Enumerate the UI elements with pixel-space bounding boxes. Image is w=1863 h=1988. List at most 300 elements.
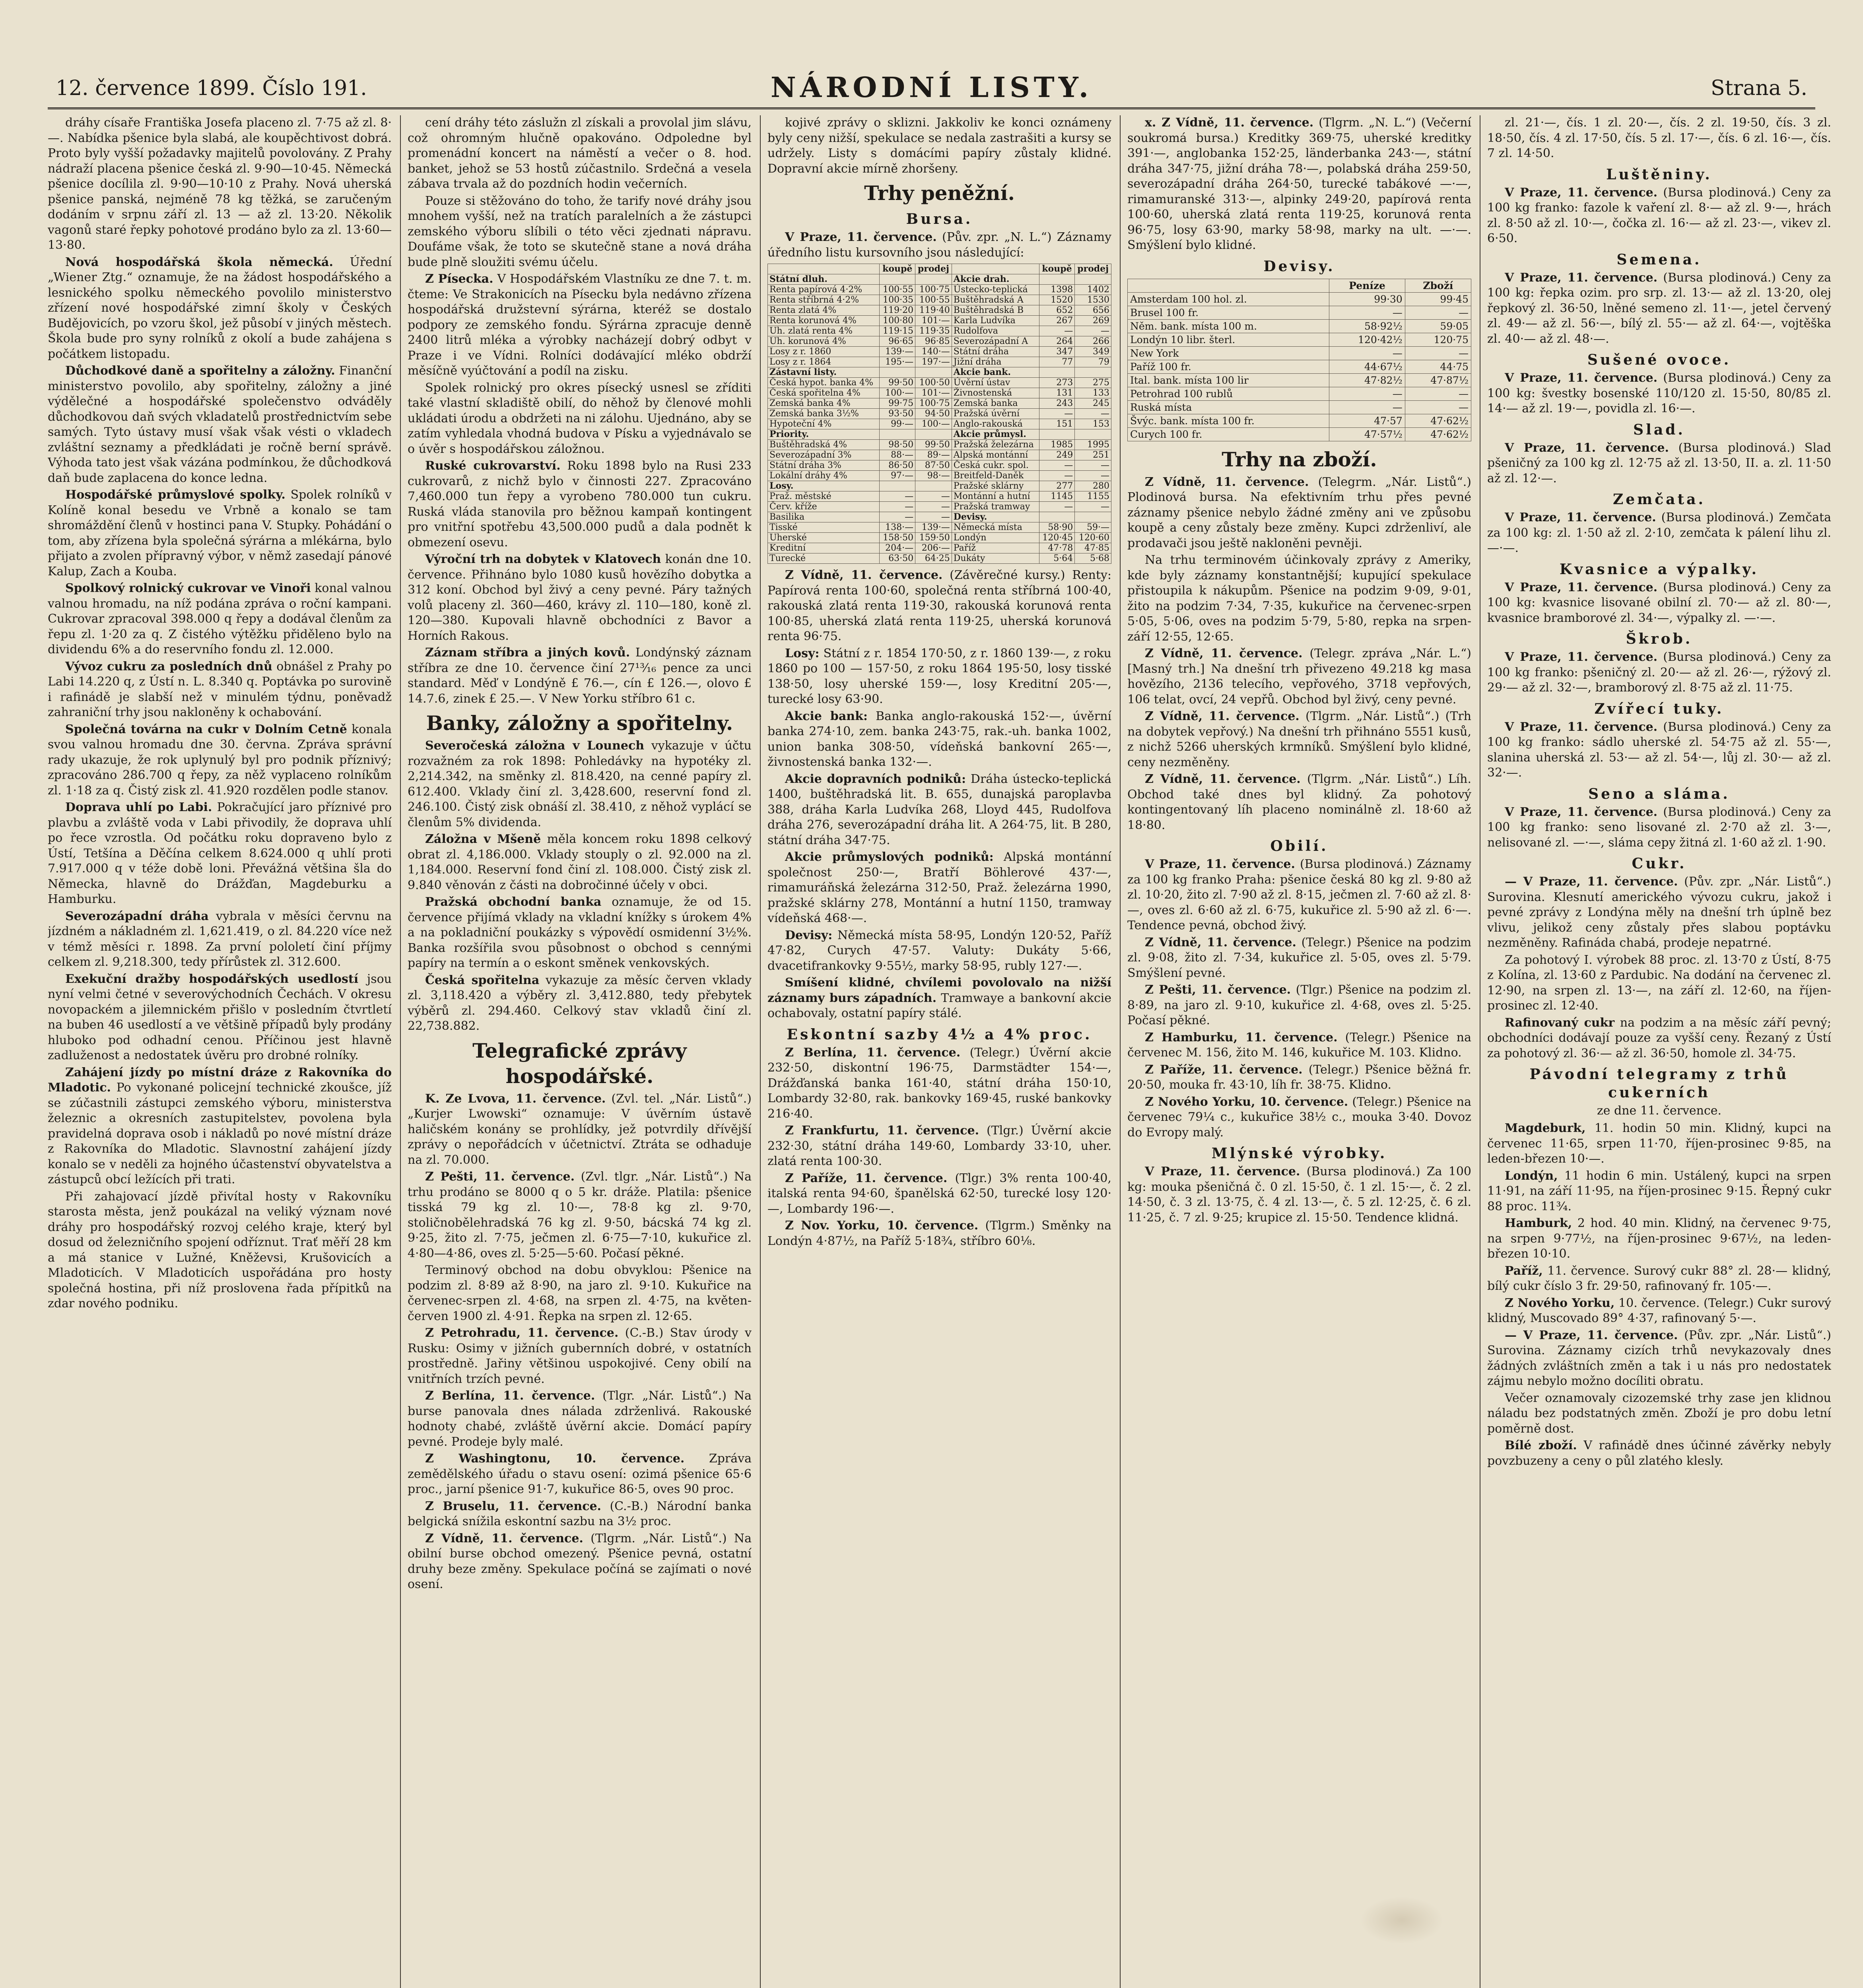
article-paragraph — [1127, 1030, 1471, 1061]
article-lead: Akcie dopravních podniků: — [785, 772, 966, 786]
column-header — [952, 264, 1039, 274]
article-text: (Bursa plodinová.) Ceny za 100 kg: řepka ozim. pro srp. zl. 13·— až zl. 13·20, olej řepkový zl. 36·50, lněné semeno zl. 11·—, jetel červený zl. 49·— až zl. 56·—, bílý zl. 55·— až zl. 64·—, vojtěška zl. 40·— až zl. 48·—. — [1487, 270, 1831, 346]
table-cell: Ústecko-teplická — [952, 285, 1039, 295]
table-cell: — — [1075, 502, 1111, 512]
article-paragraph — [408, 115, 752, 192]
table-cell — [1075, 512, 1111, 522]
table-cell: 88·— — [880, 450, 915, 460]
table-row — [1128, 319, 1471, 333]
article-text: Finanční ministerstvo povolilo, aby spořitelny, záložny a jiné výdělečné a hospodářské společenstvo odváděly důchodkovou daň svých vkladatelů prostřednictvím sebe samých. Tyto ústavy musí však však vésti o vkladech zvláštní seznamy a předkládati je ročně berní správě. Výhoda tato jest však vázána podmínkou, že důchodková daň bude zaplacena do konce ledna. — [48, 364, 392, 485]
article-paragraph — [1487, 650, 1831, 696]
table-cell: Červ. kříže — [768, 502, 880, 512]
article-text: (Tlgr.) Úvěrní akcie 232·30, státní dráha 149·60, Lombardy 33·10, uher. zlatá renta 100·30. — [767, 1124, 1111, 1168]
table-row — [1128, 400, 1471, 414]
subsection-heading: Luštěniny. — [1606, 166, 1712, 183]
column-header: prodej — [915, 264, 952, 274]
table-row — [768, 481, 1111, 491]
article-lead: Z Paříže, 11. července. — [1145, 1062, 1303, 1077]
table-cell: 119·40 — [915, 305, 952, 316]
table-cell: Kreditní — [768, 543, 880, 553]
article-text: Při zahajovací jízdě přivítal hosty v Rakovníku starosta města, jenž poukázal na veliký význam nové dráhy pro hospodářský rozvoj celého kraje, který byl dosud od železničního spojení odříznut. Trať měří 28 km a má stanice v Lužné, Kněževsi, Krušovicích a Mladoticích. V Mladoticích uspořádána pro hosty společná hostina, při níž proslovena řada přípitků na zdar nového podniku. — [48, 1189, 392, 1310]
page-number: Strana 5. — [1710, 76, 1807, 100]
article-text: Pokračující jaro příznivé pro plavbu a zvláště voda v Labi přivodily, že doprava uhlí po řece vzrostla. Od počátku roku dopraveno bylo z Ústí, Tetšína a Děčína celkem 8.624.000 q uhlí proti 7.917.000 q v téže době loni. Převážná většina šla do Německa, hlavně do Drážďan, Magdeburku a Hamburku. — [48, 800, 392, 906]
article-paragraph — [408, 381, 752, 457]
table-cell: 277 — [1039, 481, 1075, 491]
article-paragraph — [408, 645, 752, 707]
article-lead: Důchodkové daně a spořitelny a záložny. — [65, 364, 335, 378]
table-cell: 58·90 — [1039, 522, 1075, 533]
article-paragraph — [1127, 857, 1471, 934]
article-text: dráhy císaře Františka Josefa placeno zl. 7·75 až zl. 8·—. Nabídka pšenice byla slabá, ale koupěchtivost dobrá. Proto byly vyšší požadavky majitelů povolovány. Z Prahy nádraží placena pšenice česká zl. 9·90—10·45. Německá pšenice docílila zl. 9·90—10·10 z Prahy. Nová uherská pšenice panská, nejméně 78 kg těžká, se zaručeným dodáním v srpnu září zl. 13 — až zl. 13·20. Několik vagonů staré řepky pohotové prodáno bylo za zl. 13·60—13·80. — [48, 116, 392, 252]
article-paragraph — [1487, 1328, 1831, 1389]
table-row — [768, 553, 1111, 564]
subsection-heading: Obilí. — [1270, 838, 1329, 854]
article-text: 2 hod. 40 min. Klidný, na červenec 9·75, na srpen 9·77½, na říjen-prosinec 9·67½, na leden-březen 10·10. — [1487, 1216, 1831, 1261]
table-cell: Alpská montánní — [952, 450, 1039, 460]
article-paragraph — [1127, 982, 1471, 1029]
article-lead: Společná továrna na cukr v Dolním Cetně — [65, 722, 347, 736]
article-text: měla koncem roku 1898 celkový obrat zl. 4,186.000. Vklady stouply o zl. 92.000 na zl. 1,184.000. Reservní fond činí zl. 108.000. Čistý zisk zl. 9.840 věnován z části na dobročinné účely v obci. — [408, 832, 752, 892]
article-lead: Z Washingtonu, 10. července. — [425, 1452, 685, 1466]
article-text: (Zvl. tlgr. „Nár. Listů“.) Na trhu prodáno se 8000 q o 5 kr. dráže. Platila: pšenice tisská 79 kg zl. 10·—, 78·8 kg zl. 9·70, stoličnobělehradská 76 kg zl. 9·50, bácská 74 kg zl. 9·25, žito zl. 7·75, ječmen zl. 6·75—7·10, kukuřice zl. 4·80—4·86, oves zl. 5·25—5·60. Počasí pěkné. — [408, 1170, 752, 1260]
article-lead: Zahájení jízdy po místní dráze z Rakovníka do Mladotic. — [48, 1065, 392, 1095]
article-text: Německá místa 58·95, Londýn 120·52, Paříž 47·82, Curych 47·57. Valuty: Dukáty 5·66, dvacetifrankovky 9·55½, marky 58·95, rubly 127·—. — [767, 928, 1111, 973]
table-cell: — — [1075, 326, 1111, 336]
article-text: Za pohotový I. výrobek 88 proc. zl. 13·70 z Ústí, 8·75 z Kolína, zl. 13·60 z Pardubic. Na dodání na červenec zl. 12·90, na srpen zl. 13·—, na září zl. 12·60, na říjen-prosinec zl. 12·40. — [1487, 953, 1831, 1013]
article-paragraph — [408, 832, 752, 893]
table-cell: 100·80 — [880, 316, 915, 326]
article-paragraph — [1487, 510, 1831, 556]
article-lead: Spolkový rolnický cukrovar ve Vinoři — [65, 581, 311, 595]
table-cell: Státní dráha — [952, 347, 1039, 357]
table-cell: 158·50 — [880, 533, 915, 543]
table-cell: 99·45 — [1405, 292, 1471, 306]
article-lead: Akcie průmyslových podniků: — [785, 850, 994, 864]
article-text: (Tlgrm. „Nár. Listů“.) Na obilní burse obchod omezený. Pšenice pevná, ostatní druhy beze změny. Spekulace počíná se zajímati o nové osení. — [408, 1531, 752, 1591]
table-cell: Hypoteční 4% — [768, 419, 880, 429]
article-paragraph — [1487, 1169, 1831, 1215]
article-paragraph — [408, 1091, 752, 1168]
table-cell: Brusel 100 fr. — [1128, 306, 1329, 319]
table-cell: 1155 — [1075, 491, 1111, 502]
article-lead: Z Vídně, 11. července. — [1145, 646, 1303, 660]
article-text: Londýnský záznam stříbra ze dne 10. července činí 27¹³⁄₁₆ pence za unci standard. Měď v Londýně £ 76.—, cín £ 126.—, olovo £ 14.7.6, zinek £ 25.—. V New Yorku stříbro 61 c. — [408, 646, 752, 706]
article-lead: Z Bruselu, 11. července. — [425, 1499, 601, 1513]
table-row — [1128, 387, 1471, 400]
article-text: (Pův. zpr. „N. L.“) Záznamy úředního listu kursovního jsou následující: — [767, 230, 1111, 260]
article-lead: Magdeburk, — [1505, 1121, 1586, 1135]
table-row — [768, 398, 1111, 409]
table-cell: 94·50 — [915, 409, 952, 419]
article-text: konán dne 10. července. Přihnáno bylo 1080 kusů hovězího dobytka a 312 koní. Obchod byl živý a ceny pevné. Páry tažných volů placeny zl. 360—460, krávy zl. 110—180, koně zl. 120—380. Kupovali hlavně obchodníci z Bavor a Horních Rakous. — [408, 552, 752, 643]
article-lead: Z Vídně, 11. července. — [1145, 475, 1309, 489]
article-lead: Z Berlína, 11. července. — [425, 1389, 595, 1403]
table-cell — [1039, 429, 1075, 440]
article-lead: V Praze, 11. července. — [1505, 185, 1658, 200]
article-paragraph — [408, 1169, 752, 1261]
table-cell: Karla Ludvíka — [952, 316, 1039, 326]
table-cell: — — [915, 491, 952, 502]
table-cell: 98·50 — [880, 440, 915, 450]
table-row — [768, 502, 1111, 512]
table-cell: Pražské sklárny — [952, 481, 1039, 491]
table-cell: 1402 — [1075, 285, 1111, 295]
article-lead: Pražská obchodní banka — [425, 895, 602, 909]
table-cell: Zemská banka — [952, 398, 1039, 409]
table-row — [768, 336, 1111, 347]
table-cell — [1075, 367, 1111, 378]
article-paragraph — [767, 1218, 1111, 1249]
section-heading: Banky, záložny a spořitelny. — [426, 711, 733, 735]
article-lead: V Praze, 11. července. — [1505, 580, 1658, 594]
table-cell: 63·50 — [880, 553, 915, 564]
table-cell: Basilika — [768, 512, 880, 522]
table-cell: 1520 — [1039, 295, 1075, 305]
table-cell: 267 — [1039, 316, 1075, 326]
table-row — [768, 326, 1111, 336]
table-row — [768, 295, 1111, 305]
table-cell: 249 — [1039, 450, 1075, 460]
table-cell: Paříž 100 fr. — [1128, 360, 1329, 373]
table-cell: 197·— — [915, 357, 952, 367]
article-paragraph — [1127, 772, 1471, 833]
table-cell: 59·05 — [1405, 319, 1471, 333]
column-rule — [1120, 115, 1121, 1988]
article-lead: V Praze, 11. července. — [785, 230, 937, 244]
table-cell — [915, 481, 952, 491]
table-cell: Renta korunová 4% — [768, 316, 880, 326]
table-cell: 100·55 — [915, 295, 952, 305]
table-header-row — [768, 264, 1111, 274]
table-cell: 652 — [1039, 305, 1075, 316]
article-lead: Vývoz cukru za posledních dnů — [65, 659, 272, 674]
article-text: (Pův. zpr. „Nár. Listů“.) Surovina. Klesnutí amerického vývozu cukru, jakož i pevné zprávy z Londýna měly na dnešní trh úplně bez vlivu, jelikož ceny zůstaly přes slabou poptávku nezměněny. Rafináda chabá, prodeje nepatrné. — [1487, 875, 1831, 950]
table-cell: — — [1329, 346, 1405, 360]
table-cell: Buštěhradská 4% — [768, 440, 880, 450]
table-cell: Losy z r. 1860 — [768, 347, 880, 357]
article-lead: — V Praze, 11. července. — [1505, 875, 1678, 889]
article-text: (C.-B.) Stav úrody v Rusku: Osimy v jižních gubernních dobré, v ostatních prostředně. Jařiny většinou uspokojivé. Ceny obilí na vnitřních trzích pevné. — [408, 1326, 752, 1386]
table-cell: Německá místa — [952, 522, 1039, 533]
article-lead: Smíšení klidné, chvílemi povolovalo na nižší záznamy burs západních. — [767, 976, 1111, 1005]
article-text: (Tlgrm. „N. L.“) (Večerní soukromá bursa.) Kreditky 369·75, uherské kreditky 391·—, anglobanka 152·25, länderbanka 243·—, státní dráha 347·75, jižní dráha 78·—, polabská dráha 259·50, severozápadní dráha 264·50, turecké tabákové —·—, rimamuranské 313·—, alpinky 249·20, papírová renta 100·60, uherská zlatá renta 119·25, korunová renta 96·75, losy 63·90, marky 58·98, marky na ult. —·—. Smýšlení bylo klidné. — [1127, 116, 1471, 252]
article-text: (Bursa plodinová.) Záznamy za 100 kg franko Praha: pšenice česká 80 kg zl. 9·80 až zl. 10·20, žito zl. 7·90 až zl. 8·15, ječmen zl. 7·60 až zl. 8·—, oves zl. 6·60 až zl. 6·75, kukuřice zl. 5·90 až zl. 6·—. Tendence pevná, obchod živý. — [1127, 857, 1471, 932]
section-heading: Trhy na zboží. — [1222, 447, 1377, 471]
article-paragraph — [48, 115, 392, 253]
table-cell: 101·— — [915, 388, 952, 398]
table-cell: 139·— — [880, 347, 915, 357]
table-cell: Lokální dráhy 4% — [768, 471, 880, 481]
table-cell: Dukáty — [952, 553, 1039, 564]
article-lead: Doprava uhlí po Labi. — [65, 800, 212, 814]
article-text: konal valnou valnou hromadu, na níž podána zpráva o roční kampani. Cukrovar zpracoval 398.000 q řepy a dodával členům za řepu zl. 1·20 za q. Z čistého výtěžku přiděleno bylo na dividendu 6% a do reservního fondu zl. 12.000. — [48, 581, 392, 656]
article-paragraph — [767, 1171, 1111, 1217]
article-paragraph — [1487, 1391, 1831, 1437]
article-text: (Bursa plodinová.) Zemčata za 100 kg: zl. 1·50 až zl. 2·10, zemčata k pálení lihu zl. —·—. — [1487, 511, 1831, 555]
subsection-heading: Slad. — [1633, 421, 1685, 438]
subsection-heading: Sušené ovoce. — [1587, 351, 1731, 368]
article-text: (Telegr.) Pšenice na červenec M. 156, žito M. 146, kukuřice M. 103. Klidno. — [1127, 1030, 1471, 1060]
table-cell: 120·75 — [1405, 333, 1471, 346]
table-row — [768, 440, 1111, 450]
article-paragraph — [48, 659, 392, 720]
article-paragraph — [48, 722, 392, 799]
article-lead: Hamburk, — [1505, 1216, 1572, 1230]
article-paragraph — [1487, 1216, 1831, 1262]
table-cell: 349 — [1075, 347, 1111, 357]
table-cell: 119·35 — [915, 326, 952, 336]
table-cell: Uh. zlatá renta 4% — [768, 326, 880, 336]
article-paragraph — [1487, 115, 1831, 161]
article-text: (Tlgr.) Pšenice na podzim zl. 8·89, na jaro zl. 9·10, kukuřice zl. 4·68, oves zl. 5·25. Počasí pěkné. — [1127, 983, 1471, 1027]
subsection-heading: Mlýnské výrobky. — [1211, 1145, 1387, 1162]
table-row — [768, 471, 1111, 481]
column-header: koupě — [880, 264, 915, 274]
subsection-heading: Škrob. — [1626, 631, 1693, 647]
article-lead: Z Vídně, 11. července. — [785, 568, 943, 582]
article-lead: Z Pešti, 11. července. — [1145, 983, 1291, 997]
table-cell: — — [1405, 346, 1471, 360]
article-text: (Bursa plodinová.) Ceny za 100 kg franko: pšeničný zl. 20·— až zl. 26·—, rýžový zl. 29·— až zl. 32·—, bramborový zl. 8·75 až zl. 11·75. — [1487, 650, 1831, 695]
table-cell: 47·57½ — [1329, 427, 1405, 441]
table-cell — [915, 274, 952, 285]
table-cell: 58·92½ — [1329, 319, 1405, 333]
article-paragraph — [1127, 553, 1471, 645]
article-lead: Devisy: — [785, 928, 833, 942]
table-cell: Akcie drah. — [952, 274, 1039, 285]
subsection-heading: Zemčata. — [1612, 491, 1706, 508]
table-cell: 133 — [1075, 388, 1111, 398]
table-row — [768, 274, 1111, 285]
article-lead: Nová hospodářská škola německá. — [65, 255, 333, 269]
article-paragraph — [1487, 580, 1831, 626]
table-cell: Švýc. bank. místa 100 fr. — [1128, 414, 1329, 427]
table-cell: Londýn 10 libr. šterl. — [1128, 333, 1329, 346]
article-paragraph — [48, 1065, 392, 1188]
article-lead: V Praze, 11. července. — [1505, 371, 1658, 385]
table-cell: Ruská místa — [1128, 400, 1329, 414]
table-cell: Severozápadní 3% — [768, 450, 880, 460]
table-cell: Petrohrad 100 rublů — [1128, 387, 1329, 400]
table-row — [768, 378, 1111, 388]
article-paragraph — [408, 552, 752, 644]
article-lead: Londýn, — [1505, 1169, 1558, 1183]
table-cell: 139·— — [915, 522, 952, 533]
article-text: (Bursa plodinová.) Ceny za 100 kg franko: sádlo uherské zl. 54·75 až zl. 55·—, slanina uherská zl. 53·— až zl. 54·—, lůj zl. 30·— až zl. 32·—. — [1487, 720, 1831, 780]
table-cell: 280 — [1075, 481, 1111, 491]
table-cell — [1075, 429, 1111, 440]
article-paragraph — [48, 800, 392, 907]
table-cell: Buštěhradská B — [952, 305, 1039, 316]
article-paragraph — [408, 194, 752, 270]
article-text: kojivé zprávy o sklizni. Jakkoliv ke konci oznámeny byly ceny nižší, spekulace se nedala zastrašiti a kursy se udržely. Listy s domácími papíry zůstaly klidné. Dopravní akcie mírně zhoršeny. — [767, 116, 1111, 176]
article-paragraph — [1487, 371, 1831, 417]
table-cell: 5·64 — [1039, 553, 1075, 564]
article-lead: K. Ze Lvova, 11. července. — [425, 1091, 606, 1106]
table-cell: 100·50 — [915, 378, 952, 388]
table-cell — [880, 481, 915, 491]
article-text: vykazuje v účtu rozvažném za rok 1898: Pohledávky na hypotéky zl. 2,214.342, na směnky zl. 818.420, na cenné papíry zl. 612.400. Vklady činí zl. 3,428.600, reservní fond zl. 246.100. Čistý zisk obnáší zl. 38.410, z něhož vyplácí se členům 5% dividenda. — [408, 739, 752, 829]
table-row — [768, 357, 1111, 367]
table-row — [1128, 306, 1471, 319]
column-header: prodej — [1075, 264, 1111, 274]
masthead: NÁRODNÍ LISTY. — [770, 71, 1093, 104]
table-cell: 206·— — [915, 543, 952, 553]
table-cell: 44·67½ — [1329, 360, 1405, 373]
section-heading: Trhy peněžní. — [864, 181, 1015, 205]
column-header — [768, 264, 880, 274]
table-cell: Státní dráha 3% — [768, 460, 880, 471]
table-cell: 86·50 — [880, 460, 915, 471]
table-cell: Amsterdam 100 hol. zl. — [1128, 292, 1329, 306]
table-cell — [915, 367, 952, 378]
table-row — [768, 522, 1111, 533]
table-cell: Tisské — [768, 522, 880, 533]
article-text: 10. července. (Telegr.) Cukr surový klidný, Muscovado 89° 4·37, rafinovaný 5·—. — [1487, 1296, 1831, 1325]
table-cell: 79 — [1075, 357, 1111, 367]
table-cell: Anglo-rakouská — [952, 419, 1039, 429]
article-paragraph — [1127, 1095, 1471, 1141]
article-lead: Exekuční dražby hospodářských usedlostí — [65, 972, 359, 986]
article-text: cení dráhy této záslužn zl získali a provolal jim slávu, což ohromným hlučně opakováno. Odpoledne byl promenádní koncert na náměstí a večer o 8. hod. banket, jehož se 53 hostů zúčastnilo. Srdečná a vesela zábava trvala až do pozdních hodin večerních. — [408, 116, 752, 191]
table-row — [768, 491, 1111, 502]
page-header — [48, 68, 1815, 109]
table-cell: 275 — [1075, 378, 1111, 388]
table-cell: Uherské — [768, 533, 880, 543]
article-paragraph — [767, 772, 1111, 848]
table-cell: Curych 100 fr. — [1128, 427, 1329, 441]
article-text: (Závěrečné kursy.) Renty: Papírová renta 100·60, společná renta stříbrná 100·40, rakouská zlatá renta 119·30, rakouská korunová renta 100·85, uherská zlatá renta 119·25, uherská korunová renta 96·75. — [767, 568, 1111, 643]
table-cell: Buštěhradská A — [952, 295, 1039, 305]
article-lead: V Praze, 11. července. — [1505, 720, 1658, 734]
table-cell: 5·68 — [1075, 553, 1111, 564]
table-cell: Zástavní listy. — [768, 367, 880, 378]
issue-date: 12. července 1899. Číslo 191. — [56, 76, 367, 100]
article-text: (Tlgrm. „Nár. Listů“.) (Trh na dobytek vepřový.) Na dnešní trh přihnáno 5551 kusů, z nichž 5266 uherských krmníků. Smýšlení bylo klidné, ceny nezměněny. — [1127, 709, 1471, 769]
table-row — [1128, 346, 1471, 360]
table-cell: — — [1039, 326, 1075, 336]
table-cell: 47·87½ — [1405, 373, 1471, 387]
table-cell: 99·30 — [1329, 292, 1405, 306]
article-lead: V Praze, 11. července. — [1505, 270, 1658, 285]
table-cell: — — [1405, 387, 1471, 400]
table-cell: 266 — [1075, 336, 1111, 347]
article-text: Terminový obchod na dobu obvyklou: Pšenice na podzim zl. 8·89 až 8·90, na jaro zl. 9·10. Kukuřice na červenec-srpen zl. 4·68, na srpen zl. 4·75, na květen-červen 1900 zl. 4·91. Řepka na srpen zl. 12·65. — [408, 1263, 752, 1323]
table-cell: Praž. městské — [768, 491, 880, 502]
table-row — [1128, 360, 1471, 373]
article-lead: Z Nov. Yorku, 10. července. — [785, 1219, 979, 1233]
table-cell: 159·50 — [915, 533, 952, 543]
table-cell: 89·— — [915, 450, 952, 460]
article-paragraph — [408, 272, 752, 379]
table-row — [1128, 373, 1471, 387]
article-lead: Z Vídně, 11. července. — [1145, 772, 1301, 786]
article-text: (Telegr.) Pšenice na podzim zl. 9·08, žito zl. 7·34, kukuřice zl. 5·05, oves zl. 5·79. Smýšlení pevné. — [1127, 935, 1471, 980]
table-row — [1128, 414, 1471, 427]
table-row — [1128, 427, 1471, 441]
table-cell: 96·65 — [880, 336, 915, 347]
table-cell: — — [1075, 460, 1111, 471]
table-cell — [1039, 512, 1075, 522]
table-cell: Pražská úvěrní — [952, 409, 1039, 419]
table-cell: Londýn — [952, 533, 1039, 543]
article-paragraph — [767, 709, 1111, 770]
article-text: Roku 1898 bylo na Rusi 233 cukrovarů, z nichž bylo v činnosti 227. Zpracováno 7,460.000 tun řepy a vyrobeno 780.000 tun cukru. Ruská vláda stanovila pro běžnou kampaň kontingent pro vnitřní spotřebu 43,500.000 pudů a dala podnět k obmezení osevu. — [408, 459, 752, 549]
prague-stock-quotes-table — [767, 264, 1111, 564]
column-header: koupě — [1039, 264, 1075, 274]
article-text: (Zvl. tel. „Nár. Listů“.) „Kurjer Lwowski“ oznamuje: V úvěrním ústavě haličském konány se prohlídky, jež potvrdily dřívější zprávy o nepořádcích v účetnictví. Ztráta se odhaduje na zl. 70.000. — [408, 1091, 752, 1167]
article-paragraph — [48, 909, 392, 970]
table-cell: Renta papírová 4·2% — [768, 285, 880, 295]
devisy-table — [1127, 279, 1471, 441]
article-paragraph — [48, 363, 392, 486]
article-lead: x. Z Vídně, 11. července. — [1145, 116, 1314, 130]
table-cell: 131 — [1039, 388, 1075, 398]
article-lead: Z Písecka. — [425, 272, 493, 286]
column-rule — [760, 115, 761, 1988]
article-text: (Bursa plodinová.) Ceny za 100 kg: kvasnice lisované obilní zl. 70·— až zl. 80·—, kvasnice bramborové zl. 34·—, výpalky zl. —·—. — [1487, 580, 1831, 625]
article-text: (Telegr.) Pšenice běžná fr. 20·50, mouka fr. 43·10, líh fr. 38·75. Klidno. — [1127, 1062, 1471, 1092]
article-text: (Tlgrm.) Směnky na Londýn 4·87½, na Paříž 5·18¾, stříbro 60⅛. — [767, 1219, 1111, 1248]
article-text: (Tlgr.) 3% renta 100·40, italská renta 94·60, španělská 62·50, turecké losy 120·—, Lombardy 196·—. — [767, 1171, 1111, 1216]
table-header-row — [1128, 279, 1471, 292]
table-cell: Česká hypot. banka 4% — [768, 378, 880, 388]
article-lead: — V Praze, 11. července. — [1505, 1328, 1678, 1342]
table-cell: 204·— — [880, 543, 915, 553]
table-cell: 99·75 — [880, 398, 915, 409]
article-text: Zpráva zemědělského úřadu o stavu osení: ozimá pšenice 65·6 proc., jarní pšenice 91·7, kukuřice 86·5, oves 90 proc. — [408, 1452, 752, 1496]
article-text: vykazuje za měsíc červen vklady zl. 3,118.420 a výběry zl. 3,412.880, tedy přebytek výběrů zl. 294.460. Celkový stav vkladů činí zl. 22,738.882. — [408, 973, 752, 1033]
article-text: obnášel z Prahy po Labi 14.220 q, z Ústí n. L. 8.340 q. Poptávka po surovině i rafinádě je slabší než v minulém týdnu, poněvadž zahraniční trhy jsou nakloněny k ochabování. — [48, 659, 392, 719]
table-cell: Losy. — [768, 481, 880, 491]
table-cell: 99·— — [880, 419, 915, 429]
article-text: Alpská montánní společnost 250·—, Bratří Böhlerové 437·—, rimamuráňská železárna 312·50, Praž. železárna 1990, pražské sklárny 278, Montánní a hutní 1150, tramway vídeňská 468·—. — [767, 850, 1111, 925]
article-text: Státní z r. 1854 170·50, z r. 1860 139·—, z roku 1860 po 100 — 157·50, z roku 1864 195·50, losy tisské 138·50, losy uherské 159·—, losy Kreditní 205·—, turecké losy 63·90. — [767, 646, 1111, 706]
article-text: oznamuje, že od 15. července přijímá vklady na vkladní knížky s úrokem 4% a na pokladniční poukázky s výpovědí osmidenní 3½%. Banka rozšířila svou působnost o obchod s cennými papíry na termín a o eskont směnek venkovských. — [408, 895, 752, 970]
table-cell: New York — [1128, 346, 1329, 360]
table-cell: Pražská tramway — [952, 502, 1039, 512]
table-row — [768, 367, 1111, 378]
article-paragraph — [767, 1123, 1111, 1169]
table-cell: Renta stříbrná 4·2% — [768, 295, 880, 305]
subsection-heading: Semena. — [1616, 251, 1702, 268]
table-row — [1128, 333, 1471, 346]
table-cell: Uh. korunová 4% — [768, 336, 880, 347]
table-cell: — — [1405, 306, 1471, 319]
article-text: (Bursa plodinová.) Slad pšeničný za 100 kg zl. 12·75 až zl. 13·50, II. a. zl. 11·50 až zl. 12·—. — [1487, 441, 1831, 485]
table-cell: Devisy. — [952, 512, 1039, 522]
table-cell: 47·57 — [1329, 414, 1405, 427]
article-lead: Hospodářské průmyslové spolky. — [65, 488, 286, 502]
table-cell: Priority. — [768, 429, 880, 440]
table-cell: 656 — [1075, 305, 1111, 316]
table-cell: 251 — [1075, 450, 1111, 460]
table-cell: 93·50 — [880, 409, 915, 419]
article-lead: Severočeská záložna v Lounech — [425, 739, 645, 753]
article-paragraph — [1127, 935, 1471, 981]
table-cell: Paříž — [952, 543, 1039, 553]
newspaper-page — [48, 68, 1831, 1988]
table-row — [768, 409, 1111, 419]
article-paragraph — [408, 1388, 752, 1450]
table-cell: Rudolfova — [952, 326, 1039, 336]
table-cell: Ital. bank. místa 100 lir — [1128, 373, 1329, 387]
table-cell: 99·50 — [915, 440, 952, 450]
article-paragraph — [1487, 953, 1831, 1014]
article-lead: Severozápadní dráha — [65, 909, 209, 923]
article-paragraph — [48, 972, 392, 1064]
table-cell: — — [915, 512, 952, 522]
